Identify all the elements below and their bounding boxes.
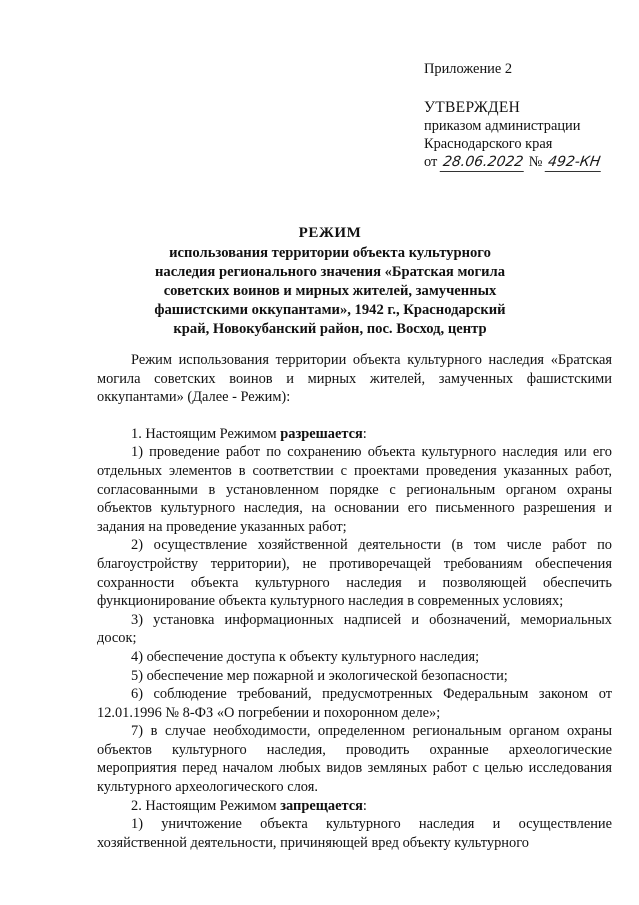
- section-2-prefix: 2. Настоящим Режимом: [131, 797, 281, 814]
- subtitle-line: фашистскими оккупантами», 1942 г., Краснодарский: [154, 302, 506, 318]
- permitted-item: 2) осуществление хозяйственной деятельности (в том числе работ по благоустройству территории), не противоречащей требованиям обеспечения сохранности объекта культурного наследия и позволяющей обеспечить функционирование объекта культурного наследия в современных условиях;: [97, 537, 612, 610]
- section-2-keyword: запрещается: [280, 797, 363, 814]
- section-2-suffix: :: [362, 797, 367, 814]
- prohibited-item: 1) уничтожение объекта культурного наследия и осуществление хозяйственной деятельности, причиняющей вред объекту культурного: [97, 816, 612, 851]
- annex-label: Приложение 2: [424, 61, 513, 77]
- section-1-prefix: 1. Настоящим Режимом: [131, 425, 281, 442]
- permitted-item: 7) в случае необходимости, определенном региональным органом охраны объектов культурного наследия, проводить охранные археологические мероприятия перед началом любых видов земляных работ с целью исследования культурного археологического слоя.: [97, 723, 612, 796]
- permitted-item: 5) обеспечение мер пожарной и экологической безопасности;: [131, 667, 508, 684]
- section-2-heading: [97, 797, 612, 816]
- subtitle-line: советских воинов и мирных жителей, замученных: [163, 283, 497, 299]
- permitted-item: 1) проведение работ по сохранению объекта культурного наследия или его отдельных элементов в соответствии с проектами проведения указанных работ, согласованными в установленном порядке с региональным органом охраны объектов культурного наследия, на основании его письменного разрешения и задания на проведение указанных работ;: [97, 444, 612, 535]
- order-line: [424, 153, 629, 172]
- order-prefix: от: [424, 154, 438, 170]
- document-title-block: [60, 224, 600, 339]
- approved-heading: УТВЕРЖДЕН: [424, 99, 521, 116]
- subtitle-line: край, Новокубанский район, пос. Восход, центр: [173, 321, 487, 337]
- approved-by-order: приказом администрации: [424, 118, 581, 134]
- subtitle-line: наследия регионального значения «Братская могила: [154, 264, 506, 280]
- permitted-item: 6) соблюдение требований, предусмотренных Федеральным законом от 12.01.1996 № 8-ФЗ «О погребении и похоронном деле»;: [97, 686, 612, 721]
- approved-region: Краснодарского края: [424, 136, 553, 152]
- document-body: [97, 351, 612, 852]
- approval-block: [424, 60, 629, 172]
- permitted-item: 4) обеспечение доступа к объекту культурного наследия;: [131, 648, 480, 665]
- document-title: РЕЖИМ: [298, 225, 362, 241]
- order-number-label: №: [528, 154, 543, 170]
- section-1-heading: [97, 425, 612, 444]
- intro-paragraph: Режим использования территории объекта культурного наследия «Братская могила советских воинов и мирных жителей, замученных фашистскими оккупантами» (Далее - Режим):: [97, 352, 612, 406]
- order-date-handwritten: 28.06.2022: [440, 153, 527, 172]
- order-number-handwritten: 492-КН: [545, 153, 604, 172]
- subtitle-line: использования территории объекта культурного: [169, 245, 491, 261]
- section-1-suffix: :: [362, 425, 367, 442]
- section-1-keyword: разрешается: [280, 425, 363, 442]
- permitted-item: 3) установка информационных надписей и обозначений, мемориальных досок;: [97, 611, 612, 647]
